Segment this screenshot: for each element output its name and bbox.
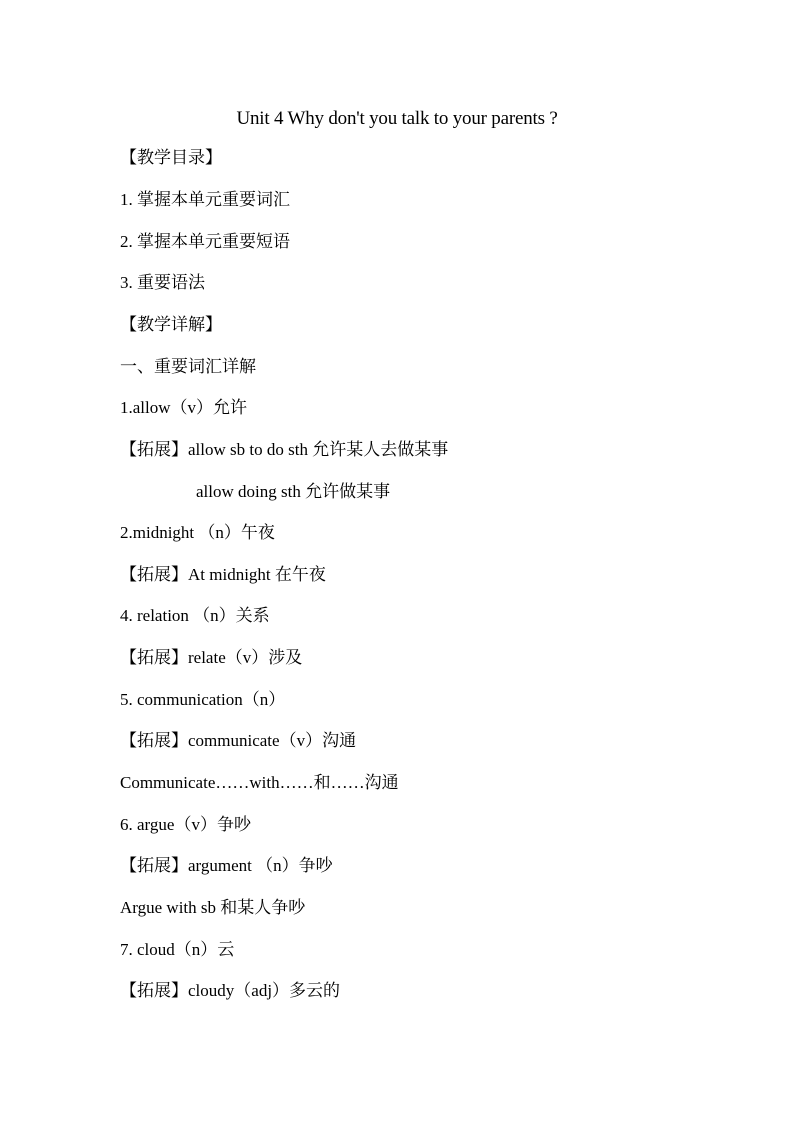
vocab-extension: 【拓展】communicate（v）沟通 xyxy=(120,731,357,750)
vocab-phrase: Argue with sb 和某人争吵 xyxy=(120,898,306,917)
vocab-entry: 6. argue（v）争吵 xyxy=(120,815,251,834)
vocab-extension: 【拓展】relate（v）涉及 xyxy=(120,648,303,667)
vocab-extension: 【拓展】allow sb to do sth 允许某人去做某事 xyxy=(120,440,449,459)
vocab-extension-continued: allow doing sth 允许做某事 xyxy=(196,482,391,501)
vocab-entry: 2.midnight （n）午夜 xyxy=(120,523,275,542)
section-heading-teaching-contents: 【教学目录】 xyxy=(120,148,222,167)
vocab-entry: 1.allow（v）允许 xyxy=(120,398,248,417)
subsection-heading-vocabulary: 一、重要词汇详解 xyxy=(120,357,256,376)
list-item: 2. 掌握本单元重要短语 xyxy=(120,232,290,251)
vocab-entry: 4. relation （n）关系 xyxy=(120,606,270,625)
vocab-entry: 7. cloud（n）云 xyxy=(120,940,235,959)
list-item: 3. 重要语法 xyxy=(120,273,205,292)
list-item: 1. 掌握本单元重要词汇 xyxy=(120,190,290,209)
document-title: Unit 4 Why don't you talk to your parents ? xyxy=(236,108,558,129)
vocab-extension: 【拓展】argument （n）争吵 xyxy=(120,856,333,875)
vocab-phrase: Communicate……with……和……沟通 xyxy=(120,773,399,792)
vocab-extension: 【拓展】cloudy（adj）多云的 xyxy=(120,981,341,1000)
vocab-extension: 【拓展】At midnight 在午夜 xyxy=(120,565,326,584)
vocab-entry: 5. communication（n） xyxy=(120,690,286,709)
section-heading-teaching-details: 【教学详解】 xyxy=(120,315,222,334)
